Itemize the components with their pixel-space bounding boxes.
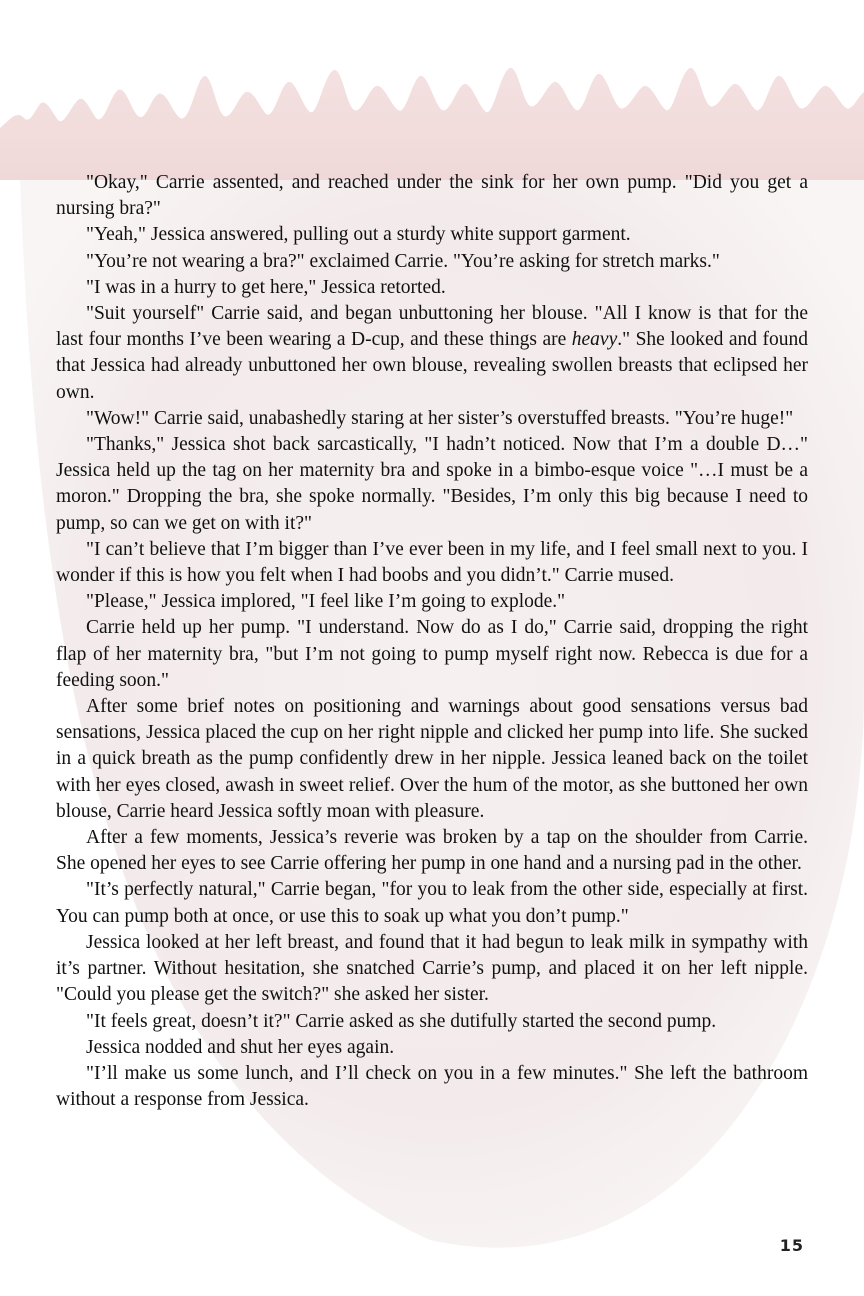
paragraph: "I can’t believe that I’m bigger than I’ve ever been in my life, and I feel small next to you. I wonder if this is how you felt when I had boobs and you didn’t." Carrie mused. (56, 538, 808, 587)
paragraph: "I’ll make us some lunch, and I’ll check on you in a few minutes." She left the bathroom without a response from Jessica. (56, 1062, 808, 1111)
paragraph: Jessica looked at her left breast, and found that it had begun to leak milk in sympathy with it’s partner. Without hesitation, she snatched Carrie’s pump, and placed it on her left nipple. "Could you please get the switch?" she asked her sister. (56, 931, 808, 1006)
paragraph: "Please," Jessica implored, "I feel like I’m going to explode." (86, 591, 566, 613)
story-text (56, 170, 808, 1113)
paragraph: "Wow!" Carrie said, unabashedly staring at her sister’s overstuffed breasts. "You’re huge!" (86, 407, 794, 429)
paragraph: After some brief notes on positioning and warnings about good sensations versus bad sensations, Jessica placed the cup on her right nipple and clicked her pump into life. She sucked in a quick breath as the pump confidently drew in her nipple. Jessica leaned back on the toilet with her eyes closed, awash in sweet relief. Over the hum of the motor, as she buttoned her own blouse, Carrie heard Jessica softly moan with pleasure. (56, 696, 808, 822)
paragraph: After a few moments, Jessica’s reverie was broken by a tap on the shoulder from Carrie. She opened her eyes to see Carrie offering her pump in one hand and a nursing pad in the other. (56, 827, 808, 875)
paragraph: "Yeah," Jessica answered, pulling out a sturdy white support garment. (86, 224, 631, 246)
paragraph (56, 301, 808, 406)
paragraph-text: ." She looked and found that Jessica had already unbuttoned her own blouse, revealing swollen breasts that eclipsed her own. (56, 329, 808, 403)
paragraph: Jessica nodded and shut her eyes again. (86, 1036, 395, 1058)
paragraph: "Thanks," Jessica shot back sarcastically, "I hadn’t noticed. Now that I’m a double D…" Jessica held up the tag on her maternity bra and spoke in a bimbo-esque voice "…I must be a moron." Dropping the bra, she spoke normally. "Besides, I’m only this big because I need to pump, so can we get on with it?" (56, 434, 808, 534)
paragraph: "It feels great, doesn’t it?" Carrie asked as she dutifully started the second pump. (86, 1010, 717, 1032)
paragraph: "I was in a hurry to get here," Jessica retorted. (86, 276, 446, 298)
paragraph: "It’s perfectly natural," Carrie began, "for you to leak from the other side, especially at first. You can pump both at once, or use this to soak up what you don’t pump." (56, 879, 808, 927)
drip-band (0, 68, 864, 180)
page-number: 15 (779, 1236, 804, 1255)
paragraph: "Okay," Carrie assented, and reached under the sink for her own pump. "Did you get a nursing bra?" (56, 172, 808, 220)
emphasized-word: heavy (571, 329, 618, 351)
paragraph-text: "Suit yourself" Carrie said, and began unbuttoning her blouse. "All I know is that for the last four months I’ve been wearing a D-cup, and these things are (56, 303, 808, 351)
paragraph: Carrie held up her pump. "I understand. Now do as I do," Carrie said, dropping the right flap of her maternity bra, "but I’m not going to pump myself right now. Rebecca is due for a feeding soon." (56, 617, 808, 691)
paragraph: "You’re not wearing a bra?" exclaimed Carrie. "You’re asking for stretch marks." (86, 250, 720, 272)
